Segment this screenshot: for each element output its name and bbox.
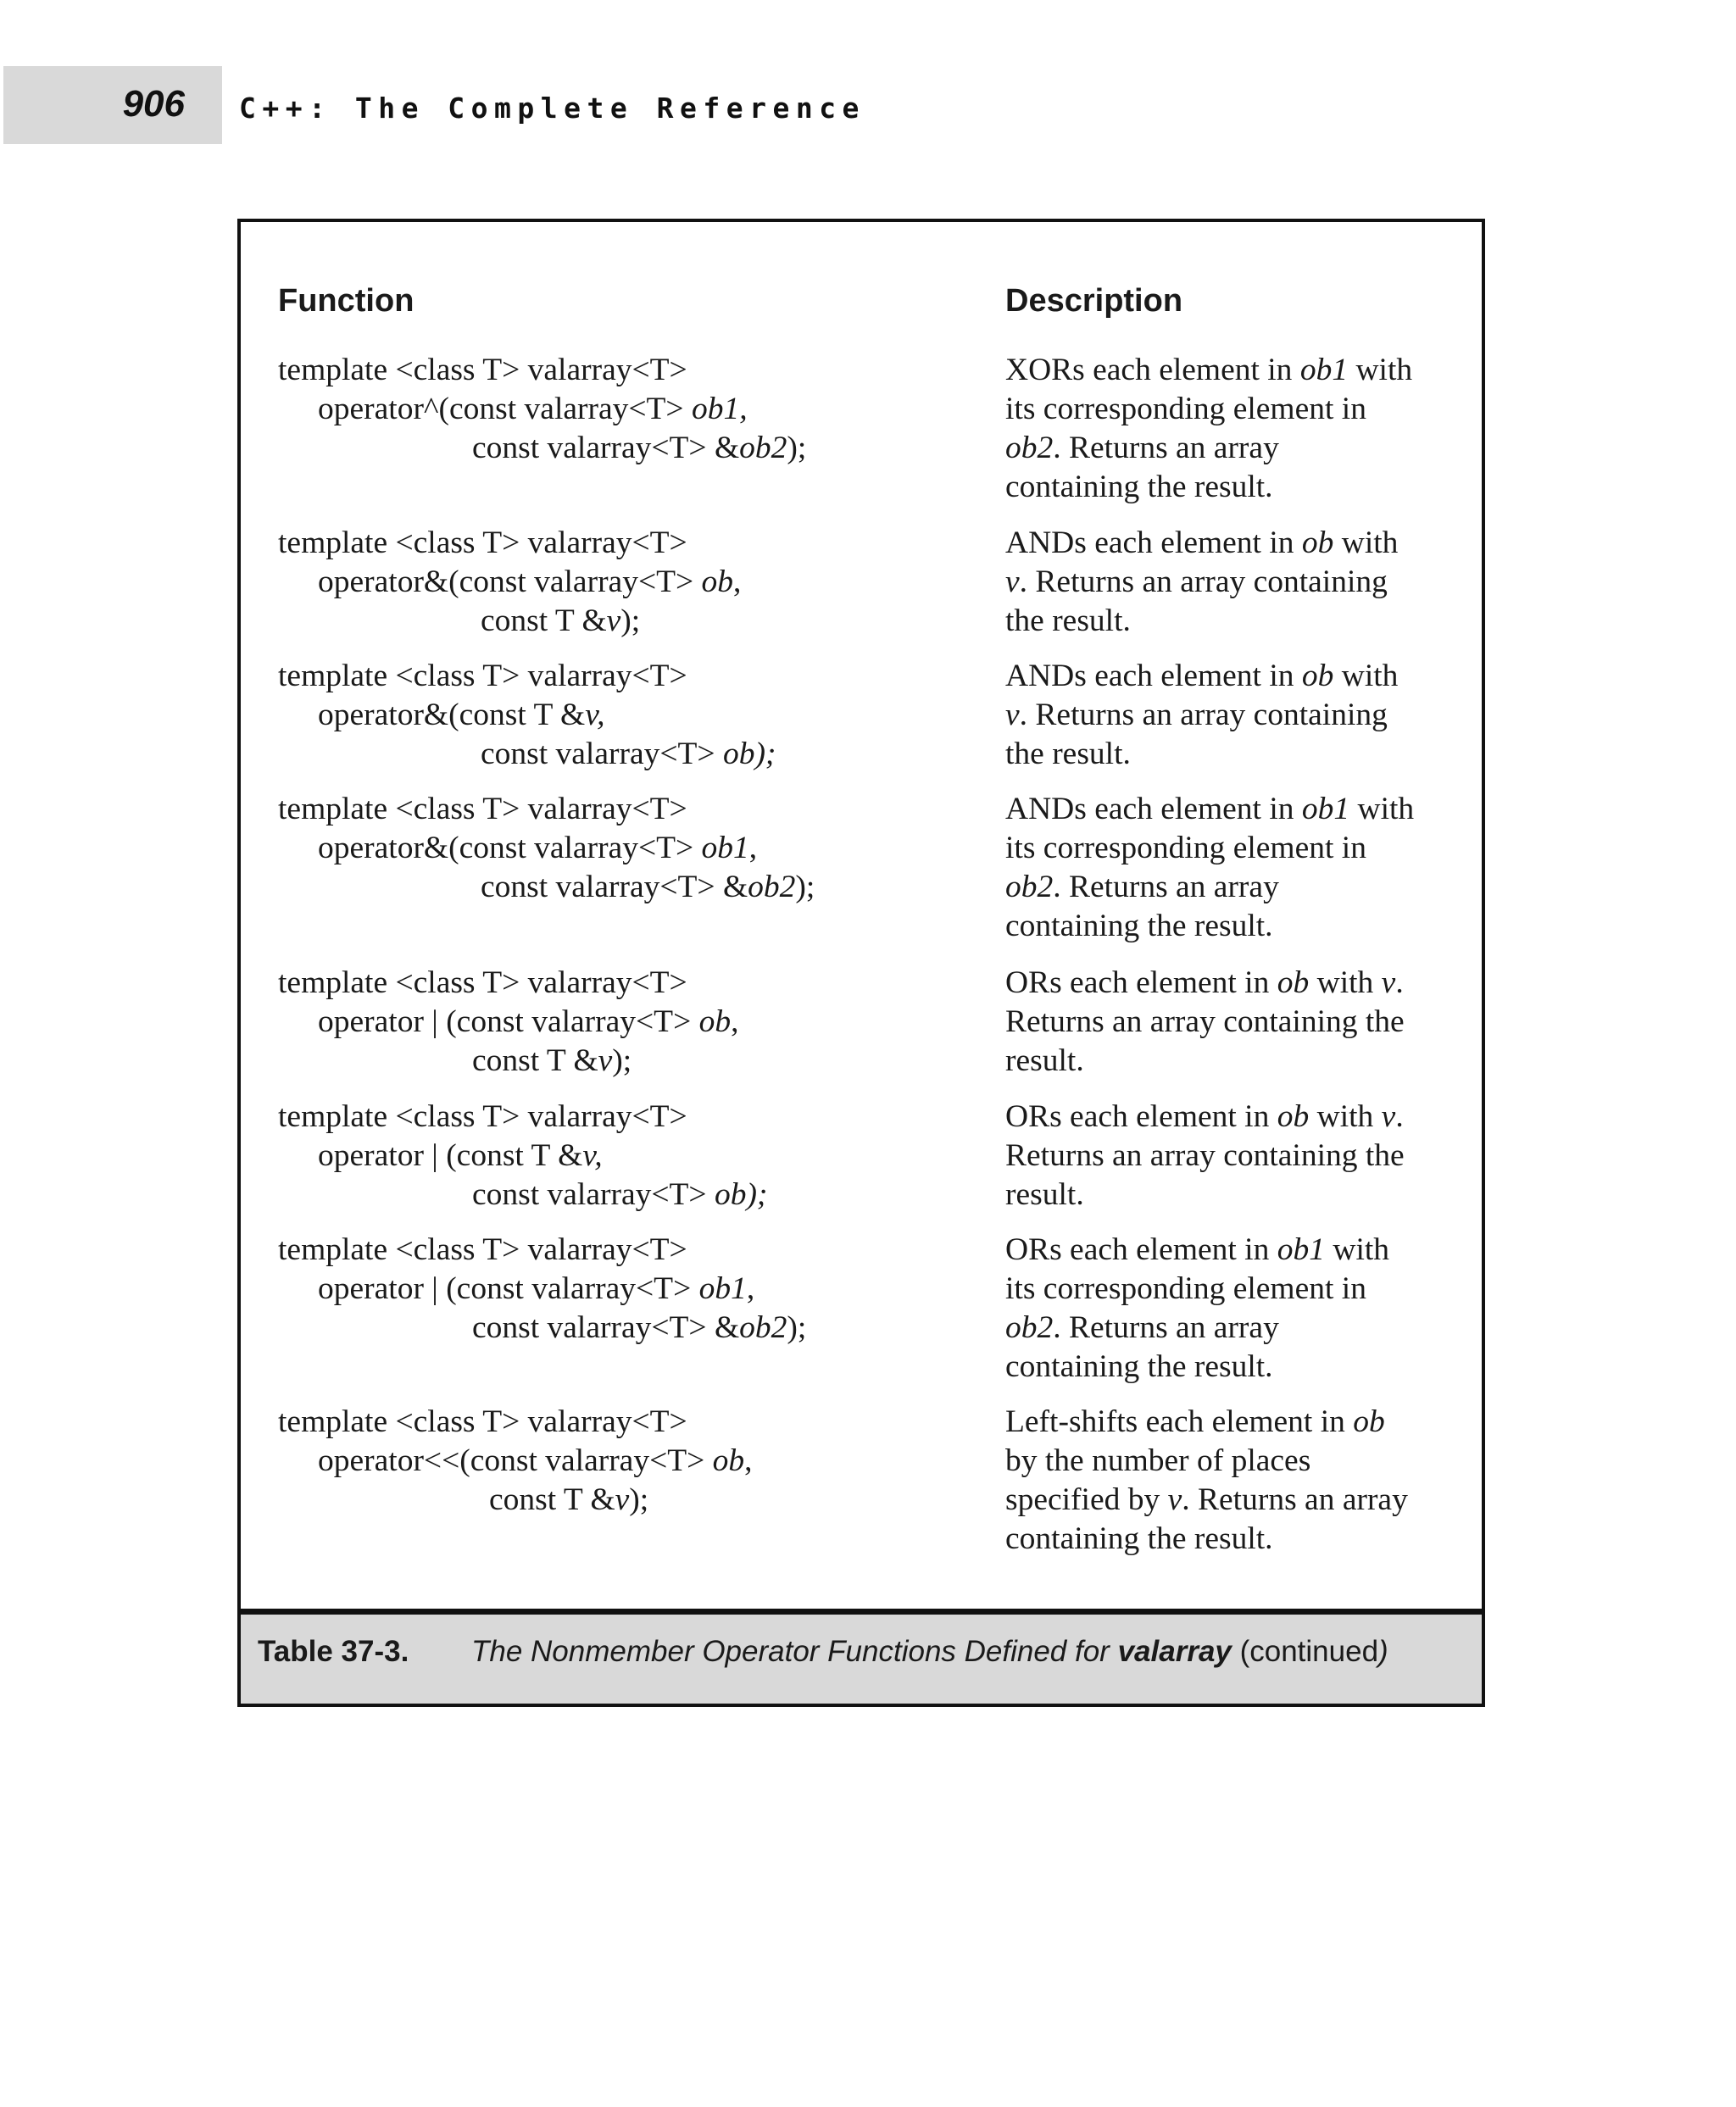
function-cell: template <class T> valarray<T> operator<<(const valarray<T> ob, const T &v);	[278, 1404, 753, 1517]
function-cell: template <class T> valarray<T> operator&(const valarray<T> ob, const T &v);	[278, 525, 742, 638]
description-cell: ANDs each element in ob1 with its corresponding element in ob2. Returns an array containing the result.	[1005, 792, 1415, 943]
description-cell: ANDs each element in ob with v. Returns an array containing the result.	[1005, 525, 1399, 638]
table-caption-label: Table 37-3.	[258, 1635, 409, 1668]
description-cell: ORs each element in ob with v. Returns an array containing the result.	[1005, 965, 1405, 1078]
column-header-function: Function	[278, 283, 415, 319]
running-head: C++: The Complete Reference	[239, 92, 865, 125]
operator-table	[237, 219, 1485, 1707]
page-number-box	[3, 66, 222, 144]
function-cell: template <class T> valarray<T> operator&(const valarray<T> ob1, const valarray<T> &ob2);	[278, 792, 815, 904]
description-cell: ORs each element in ob with v. Returns an array containing the result.	[1005, 1099, 1405, 1212]
table-caption-text: The Nonmember Operator Functions Defined for valarray (continued)	[471, 1635, 1388, 1668]
column-header-description: Description	[1005, 283, 1183, 319]
function-cell: template <class T> valarray<T> operator^(const valarray<T> ob1, const valarray<T> &ob2);	[278, 353, 807, 465]
function-cell: template <class T> valarray<T> operator&(const T &v, const valarray<T> ob);	[278, 659, 776, 771]
description-cell: Left-shifts each element in ob by the number of places specified by v. Returns an array containing the result.	[1005, 1404, 1408, 1556]
description-cell: ORs each element in ob1 with its corresponding element in ob2. Returns an array containing the result.	[1005, 1232, 1390, 1384]
function-cell: template <class T> valarray<T> operator | (const valarray<T> ob1, const valarray<T> &ob2);	[278, 1232, 807, 1345]
function-cell: template <class T> valarray<T> operator | (const valarray<T> ob, const T &v);	[278, 965, 739, 1078]
description-cell: ANDs each element in ob with v. Returns an array containing the result.	[1005, 659, 1399, 771]
description-cell: XORs each element in ob1 with its corresponding element in ob2. Returns an array containing the result.	[1005, 353, 1413, 504]
function-cell: template <class T> valarray<T> operator | (const T &v, const valarray<T> ob);	[278, 1099, 768, 1212]
page-number: 906	[122, 83, 185, 125]
table-caption	[241, 1609, 1482, 1704]
